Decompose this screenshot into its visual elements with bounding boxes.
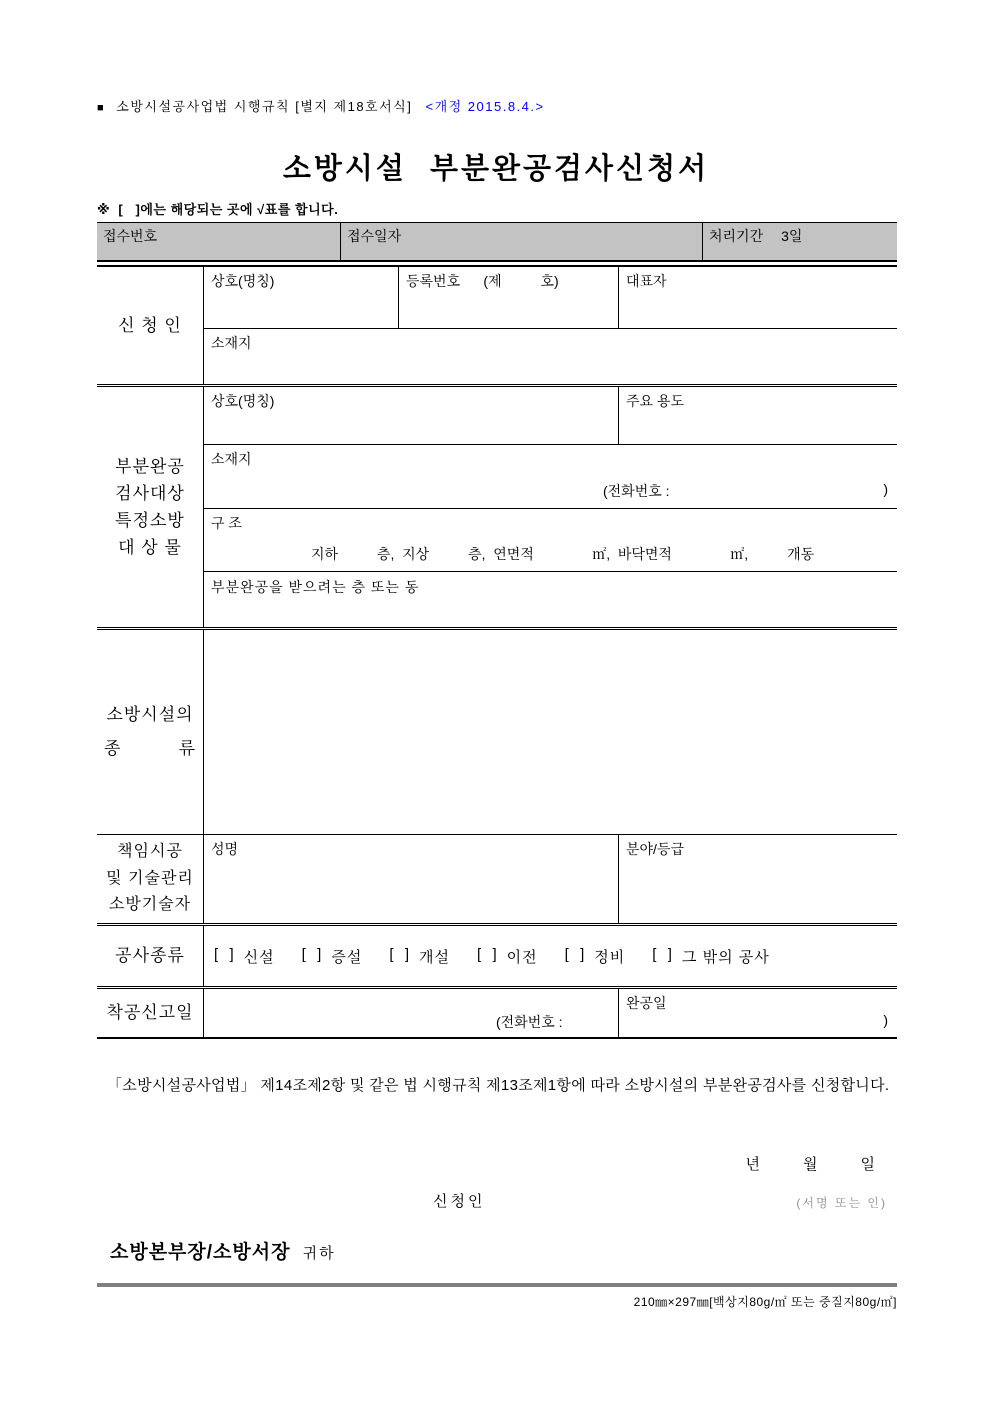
construction-type-section-label: 공사종류 <box>115 946 185 966</box>
start-date-section-label: 착공신고일 <box>106 1003 194 1023</box>
target-structure-field[interactable] <box>204 509 897 572</box>
facility-types-section <box>97 630 897 834</box>
checkbox-instruction: ※ [ ]에는 해당되는 곳에 √표를 합니다. <box>97 202 339 217</box>
construction-type-label: 정비 <box>594 948 626 966</box>
square-bullet-icon: ■ <box>97 102 106 114</box>
engineer-section <box>97 835 897 923</box>
partial-completion-scope-field[interactable]: 부분완공을 받으려는 층 또는 동 <box>211 579 420 595</box>
applicant-phone-close: ) <box>883 1012 888 1028</box>
revision-note: <개정 2015.8.4.> <box>425 99 545 114</box>
checkbox-other-construction[interactable]: [ ] <box>652 945 673 963</box>
checkbox-extension[interactable]: [ ] <box>301 945 323 963</box>
target-main-use-field[interactable]: 주요 용도 <box>618 387 897 444</box>
construction-type-label: 증설 <box>331 948 363 966</box>
target-address-field[interactable] <box>204 445 897 509</box>
target-property-section <box>97 387 897 627</box>
checkbox-relocation[interactable]: [ ] <box>476 945 498 963</box>
receipt-header-row <box>97 222 897 262</box>
applicant-company-field[interactable]: 상호(명칭) <box>211 273 275 289</box>
signature-line <box>97 1190 897 1214</box>
facility-types-section-label <box>97 630 203 834</box>
processing-period-label: 처리기간 <box>709 228 764 244</box>
target-label-line: 부분완공 <box>115 456 185 476</box>
receipt-date-cell[interactable]: 접수일자 <box>340 223 702 260</box>
receipt-number-cell[interactable]: 접수번호 <box>103 228 158 244</box>
completion-date-field[interactable]: 완공일 <box>618 989 897 1037</box>
recipient-line <box>110 1237 336 1264</box>
processing-period-cell <box>702 223 897 260</box>
target-label-line: 특정소방 <box>115 511 185 530</box>
structure-label: 구 조 <box>211 515 242 531</box>
construction-type-label: 그 밖의 공사 <box>681 948 770 966</box>
construction-type-label: 개설 <box>418 948 450 966</box>
date-month-label[interactable]: 월 <box>803 1156 818 1173</box>
target-address-label: 소재지 <box>211 451 252 467</box>
checkbox-new-installation[interactable]: [ ] <box>214 945 235 963</box>
facility-label-line: 종 류 <box>103 739 197 758</box>
checkbox-maintenance[interactable]: [ ] <box>564 945 586 963</box>
page-title: 소방시설 부분완공검사신청서 <box>282 153 710 185</box>
engineer-name-field[interactable]: 성명 <box>211 841 239 857</box>
statute-text: 소방시설공사업법 시행규칙 [별지 제18호서식] <box>116 99 413 114</box>
target-phone-close: ) <box>883 481 888 497</box>
engineer-label-line: 책임시공 <box>117 843 183 861</box>
processing-period-value: 3일 <box>781 228 803 244</box>
construction-type-label: 이전 <box>506 948 538 966</box>
footer-rule <box>97 1283 897 1287</box>
recipient-honorific: 귀하 <box>302 1245 336 1262</box>
facility-label-line: 소방시설의 <box>106 705 194 724</box>
engineer-section-label <box>97 835 203 923</box>
structure-detail-blanks[interactable]: 지하 층, 지상 층, 연면적 ㎡, 바닥면적 ㎡, 개동 <box>311 546 815 562</box>
applicant-phone-label[interactable]: (전화번호 : <box>496 1014 563 1030</box>
construction-type-section <box>97 926 897 986</box>
target-company-field[interactable]: 상호(명칭) <box>211 393 275 409</box>
start-date-field[interactable] <box>204 989 618 1037</box>
facility-types-field[interactable] <box>203 630 897 834</box>
date-year-label[interactable]: 년 <box>745 1156 760 1173</box>
application-form <box>97 222 897 1039</box>
target-phone-label[interactable]: (전화번호 : <box>603 483 670 499</box>
target-property-section-label <box>97 387 203 627</box>
declaration-text: 「소방시설공사업법」 제14조제2항 및 같은 법 시행규칙 제13조제1항에 따라 소방시설의 부분완공검사를 신청합니다. <box>107 1077 890 1094</box>
form-statute-note <box>97 96 545 115</box>
paper-spec-note: 210㎜×297㎜[백상지80g/㎡ 또는 중질지80g/㎡] <box>633 1295 897 1309</box>
construction-type-label: 신설 <box>243 948 275 966</box>
dates-section <box>97 989 897 1039</box>
target-label-line: 검사대상 <box>115 483 185 503</box>
signature-date-line <box>97 1153 897 1174</box>
engineer-label-line: 소방기술자 <box>108 896 192 914</box>
checkbox-reinstallation[interactable]: [ ] <box>389 945 410 963</box>
engineer-grade-field[interactable]: 분야/등급 <box>618 835 897 923</box>
target-label-line: 대 상 물 <box>118 538 182 558</box>
applicant-section-label: 신 청 인 <box>118 315 182 335</box>
recipient-title: 소방본부장/소방서장 <box>110 1242 291 1263</box>
signature-applicant-label: 신청인 <box>433 1193 486 1210</box>
engineer-label-line: 및 기술관리 <box>106 869 194 887</box>
signature-seal-note[interactable]: (서명 또는 인) <box>796 1196 887 1210</box>
date-day-label[interactable]: 일 <box>860 1156 875 1173</box>
applicant-address-label: 소재지 <box>211 335 252 351</box>
applicant-registration-number-field[interactable]: 등록번호 (제 호) <box>398 267 618 328</box>
applicant-representative-field[interactable]: 대표자 <box>618 267 897 328</box>
